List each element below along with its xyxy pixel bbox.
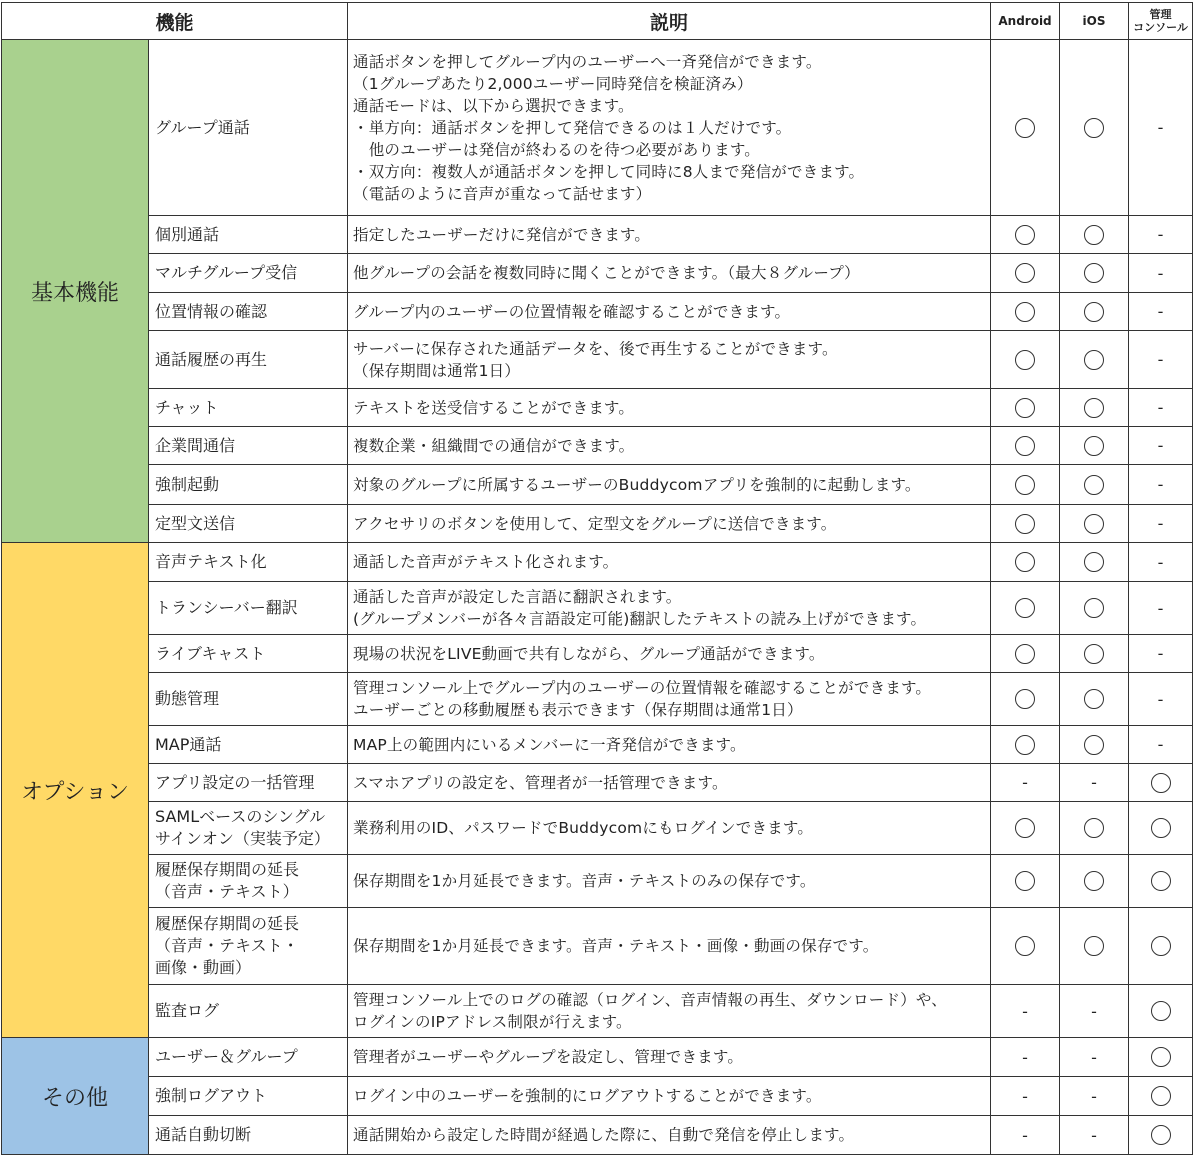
android-support xyxy=(991,802,1060,855)
console-support xyxy=(1129,855,1193,908)
available-circle-icon xyxy=(1084,598,1104,618)
feature-description: 通話した音声がテキスト化されます。 xyxy=(348,543,991,582)
table-row xyxy=(2,802,1193,855)
table-row xyxy=(2,1077,1193,1116)
table-row xyxy=(2,1038,1193,1077)
feature-name: チャット xyxy=(149,389,348,427)
table-row xyxy=(2,1116,1193,1155)
available-circle-icon xyxy=(1151,871,1171,891)
table-row xyxy=(2,40,1193,216)
table-row xyxy=(2,855,1193,908)
available-circle-icon xyxy=(1015,398,1035,418)
available-circle-icon xyxy=(1084,644,1104,664)
category-cell: 基本機能 xyxy=(2,40,149,543)
feature-name: SAMLベースのシングル サインオン（実装予定） xyxy=(149,802,348,855)
available-circle-icon xyxy=(1015,644,1035,664)
ios-support xyxy=(1060,465,1129,505)
header-ios: iOS xyxy=(1060,3,1129,40)
available-circle-icon xyxy=(1015,689,1035,709)
ios-support xyxy=(1060,1038,1129,1077)
console-support xyxy=(1129,726,1193,764)
available-circle-icon xyxy=(1015,118,1035,138)
header-feature: 機能 xyxy=(2,3,348,40)
table-row xyxy=(2,465,1193,505)
available-circle-icon xyxy=(1015,302,1035,322)
not-available-dash: - xyxy=(1091,1001,1097,1021)
not-available-dash: - xyxy=(1091,1086,1097,1106)
feature-name: 強制起動 xyxy=(149,465,348,505)
available-circle-icon xyxy=(1084,514,1104,534)
feature-description: 保存期間を1か月延長できます。音声・テキストのみの保存です。 xyxy=(348,855,991,908)
category-cell: オプション xyxy=(2,543,149,1038)
table-row xyxy=(2,582,1193,635)
not-available-dash: - xyxy=(1157,514,1164,533)
ios-support xyxy=(1060,254,1129,293)
feature-description: 管理者がユーザーやグループを設定し、管理できます。 xyxy=(348,1038,991,1077)
feature-description: 通話した音声が設定した言語に翻訳されます。 (グループメンバーが各々言語設定可能)翻訳したテキストの読み上げができます。 xyxy=(348,582,991,635)
console-support xyxy=(1129,635,1193,673)
feature-name: 企業間通信 xyxy=(149,427,348,465)
feature-name: 履歴保存期間の延長 （音声・テキスト） xyxy=(149,855,348,908)
table-row xyxy=(2,331,1193,389)
console-support xyxy=(1129,908,1193,985)
console-support xyxy=(1129,331,1193,389)
available-circle-icon xyxy=(1084,871,1104,891)
android-support xyxy=(991,908,1060,985)
header-description: 説明 xyxy=(348,3,991,40)
not-available-dash: - xyxy=(1157,302,1164,321)
android-support xyxy=(991,427,1060,465)
available-circle-icon xyxy=(1151,936,1171,956)
available-circle-icon xyxy=(1151,818,1171,838)
table-row xyxy=(2,543,1193,582)
feature-name: ライブキャスト xyxy=(149,635,348,673)
android-support xyxy=(991,254,1060,293)
not-available-dash: - xyxy=(1157,475,1164,494)
feature-name: ユーザー＆グループ xyxy=(149,1038,348,1077)
not-available-dash: - xyxy=(1157,689,1164,709)
available-circle-icon xyxy=(1015,598,1035,618)
feature-name: MAP通話 xyxy=(149,726,348,764)
not-available-dash: - xyxy=(1157,598,1164,618)
feature-name: マルチグループ受信 xyxy=(149,254,348,293)
feature-description: 複数企業・組織間での通信ができます。 xyxy=(348,427,991,465)
available-circle-icon xyxy=(1084,689,1104,709)
feature-name: 通話履歴の再生 xyxy=(149,331,348,389)
feature-description: 通話ボタンを押してグループ内のユーザーへ一斉発信ができます。 （1グループあたり2,000ユーザー同時発信を検証済み） 通話モードは、以下から選択できます。 ・単方向：通話ボタンを押して発信できるのは１人だけです。 他のユーザーは発信が終わるのを待つ必要があります。 ・双方向：複数人が通話ボタンを押して同時に8人まで発信ができます。 （電話のように音声が重なって話せます） xyxy=(348,40,991,216)
feature-name: 定型文送信 xyxy=(149,505,348,543)
available-circle-icon xyxy=(1015,263,1035,283)
android-support xyxy=(991,505,1060,543)
feature-description: 通話開始から設定した時間が経過した際に、自動で発信を停止します。 xyxy=(348,1116,991,1155)
not-available-dash: - xyxy=(1157,225,1164,244)
android-support xyxy=(991,1038,1060,1077)
available-circle-icon xyxy=(1015,818,1035,838)
console-support xyxy=(1129,764,1193,802)
ios-support xyxy=(1060,505,1129,543)
available-circle-icon xyxy=(1151,1047,1171,1067)
table-row xyxy=(2,908,1193,985)
available-circle-icon xyxy=(1015,552,1035,572)
available-circle-icon xyxy=(1151,1086,1171,1106)
available-circle-icon xyxy=(1151,773,1171,793)
available-circle-icon xyxy=(1084,302,1104,322)
console-support xyxy=(1129,293,1193,331)
ios-support xyxy=(1060,726,1129,764)
available-circle-icon xyxy=(1015,475,1035,495)
table-row xyxy=(2,427,1193,465)
console-support xyxy=(1129,1077,1193,1116)
console-support xyxy=(1129,389,1193,427)
feature-name: 監査ログ xyxy=(149,985,348,1038)
available-circle-icon xyxy=(1084,350,1104,370)
console-support xyxy=(1129,1038,1193,1077)
ios-support xyxy=(1060,40,1129,216)
console-support xyxy=(1129,673,1193,726)
available-circle-icon xyxy=(1015,350,1035,370)
ios-support xyxy=(1060,389,1129,427)
not-available-dash: - xyxy=(1157,398,1164,417)
feature-name: アプリ設定の一括管理 xyxy=(149,764,348,802)
category-cell: その他 xyxy=(2,1038,149,1155)
ios-support xyxy=(1060,427,1129,465)
not-available-dash: - xyxy=(1091,773,1097,792)
ios-support xyxy=(1060,802,1129,855)
not-available-dash: - xyxy=(1157,350,1164,369)
available-circle-icon xyxy=(1015,225,1035,245)
android-support xyxy=(991,855,1060,908)
table-row xyxy=(2,293,1193,331)
android-support xyxy=(991,726,1060,764)
feature-description: 指定したユーザーだけに発信ができます。 xyxy=(348,216,991,254)
available-circle-icon xyxy=(1084,818,1104,838)
android-support xyxy=(991,764,1060,802)
android-support xyxy=(991,1116,1060,1155)
available-circle-icon xyxy=(1084,225,1104,245)
not-available-dash: - xyxy=(1157,552,1164,572)
available-circle-icon xyxy=(1015,514,1035,534)
not-available-dash: - xyxy=(1022,773,1028,792)
available-circle-icon xyxy=(1015,936,1035,956)
available-circle-icon xyxy=(1015,436,1035,456)
ios-support xyxy=(1060,1077,1129,1116)
console-support xyxy=(1129,505,1193,543)
android-support xyxy=(991,389,1060,427)
android-support xyxy=(991,543,1060,582)
available-circle-icon xyxy=(1084,552,1104,572)
not-available-dash: - xyxy=(1157,118,1164,137)
available-circle-icon xyxy=(1084,263,1104,283)
table-row xyxy=(2,505,1193,543)
feature-description: 管理コンソール上でグループ内のユーザーの位置情報を確認することができます。 ユーザーごとの移動履歴も表示できます（保存期間は通常1日） xyxy=(348,673,991,726)
ios-support xyxy=(1060,855,1129,908)
not-available-dash: - xyxy=(1157,644,1164,663)
feature-table xyxy=(1,2,1193,1155)
android-support xyxy=(991,673,1060,726)
feature-description: サーバーに保存された通話データを、後で再生することができます。 （保存期間は通常1日） xyxy=(348,331,991,389)
console-support xyxy=(1129,216,1193,254)
feature-name: 動態管理 xyxy=(149,673,348,726)
feature-description: グループ内のユーザーの位置情報を確認することができます。 xyxy=(348,293,991,331)
not-available-dash: - xyxy=(1091,1047,1097,1067)
not-available-dash: - xyxy=(1157,263,1164,283)
feature-description: 対象のグループに所属するユーザーのBuddycomアプリを強制的に起動します。 xyxy=(348,465,991,505)
feature-description: 保存期間を1か月延長できます。音声・テキスト・画像・動画の保存です。 xyxy=(348,908,991,985)
android-support xyxy=(991,1077,1060,1116)
ios-support xyxy=(1060,582,1129,635)
console-support xyxy=(1129,802,1193,855)
available-circle-icon xyxy=(1084,936,1104,956)
header-row xyxy=(2,3,1193,40)
android-support xyxy=(991,582,1060,635)
ios-support xyxy=(1060,635,1129,673)
not-available-dash: - xyxy=(1091,1125,1097,1145)
console-support xyxy=(1129,543,1193,582)
feature-name: 履歴保存期間の延長 （音声・テキスト・ 画像・動画） xyxy=(149,908,348,985)
table-row xyxy=(2,673,1193,726)
feature-description: ログイン中のユーザーを強制的にログアウトすることができます。 xyxy=(348,1077,991,1116)
console-support xyxy=(1129,1116,1193,1155)
ios-support xyxy=(1060,216,1129,254)
available-circle-icon xyxy=(1084,735,1104,755)
table-row xyxy=(2,389,1193,427)
feature-name: 位置情報の確認 xyxy=(149,293,348,331)
table-row xyxy=(2,254,1193,293)
available-circle-icon xyxy=(1015,871,1035,891)
ios-support xyxy=(1060,985,1129,1038)
table-row xyxy=(2,726,1193,764)
android-support xyxy=(991,293,1060,331)
table-row xyxy=(2,985,1193,1038)
ios-support xyxy=(1060,673,1129,726)
android-support xyxy=(991,216,1060,254)
android-support xyxy=(991,635,1060,673)
not-available-dash: - xyxy=(1022,1125,1028,1145)
header-android: Android xyxy=(991,3,1060,40)
available-circle-icon xyxy=(1151,1125,1171,1145)
feature-description: 現場の状況をLIVE動画で共有しながら、グループ通話ができます。 xyxy=(348,635,991,673)
feature-name: 個別通話 xyxy=(149,216,348,254)
table-row xyxy=(2,764,1193,802)
console-support xyxy=(1129,254,1193,293)
feature-name: 強制ログアウト xyxy=(149,1077,348,1116)
not-available-dash: - xyxy=(1022,1086,1028,1106)
available-circle-icon xyxy=(1015,735,1035,755)
console-support xyxy=(1129,40,1193,216)
feature-description: アクセサリのボタンを使用して、定型文をグループに送信できます。 xyxy=(348,505,991,543)
feature-description: MAP上の範囲内にいるメンバーに一斉発信ができます。 xyxy=(348,726,991,764)
available-circle-icon xyxy=(1151,1001,1171,1021)
feature-description: 他グループの会話を複数同時に聞くことができます。（最大８グループ） xyxy=(348,254,991,293)
android-support xyxy=(991,331,1060,389)
console-support xyxy=(1129,427,1193,465)
feature-description: スマホアプリの設定を、管理者が一括管理できます。 xyxy=(348,764,991,802)
feature-name: 通話自動切断 xyxy=(149,1116,348,1155)
available-circle-icon xyxy=(1084,475,1104,495)
android-support xyxy=(991,40,1060,216)
not-available-dash: - xyxy=(1022,1001,1028,1021)
ios-support xyxy=(1060,908,1129,985)
available-circle-icon xyxy=(1084,398,1104,418)
available-circle-icon xyxy=(1084,436,1104,456)
console-support xyxy=(1129,582,1193,635)
ios-support xyxy=(1060,1116,1129,1155)
feature-name: トランシーバー翻訳 xyxy=(149,582,348,635)
feature-name: 音声テキスト化 xyxy=(149,543,348,582)
header-console: 管理 コンソール xyxy=(1129,3,1193,40)
console-support xyxy=(1129,465,1193,505)
table-row xyxy=(2,635,1193,673)
feature-name: グループ通話 xyxy=(149,40,348,216)
android-support xyxy=(991,465,1060,505)
available-circle-icon xyxy=(1084,118,1104,138)
ios-support xyxy=(1060,764,1129,802)
feature-description: 管理コンソール上でのログの確認（ログイン、音声情報の再生、ダウンロード）や、 ログインのIPアドレス制限が行えます。 xyxy=(348,985,991,1038)
not-available-dash: - xyxy=(1157,735,1164,754)
ios-support xyxy=(1060,543,1129,582)
android-support xyxy=(991,985,1060,1038)
not-available-dash: - xyxy=(1022,1047,1028,1067)
feature-description: 業務利用のID、パスワードでBuddycomにもログインできます。 xyxy=(348,802,991,855)
ios-support xyxy=(1060,331,1129,389)
not-available-dash: - xyxy=(1157,436,1164,455)
table-row xyxy=(2,216,1193,254)
ios-support xyxy=(1060,293,1129,331)
console-support xyxy=(1129,985,1193,1038)
feature-description: テキストを送受信することができます。 xyxy=(348,389,991,427)
